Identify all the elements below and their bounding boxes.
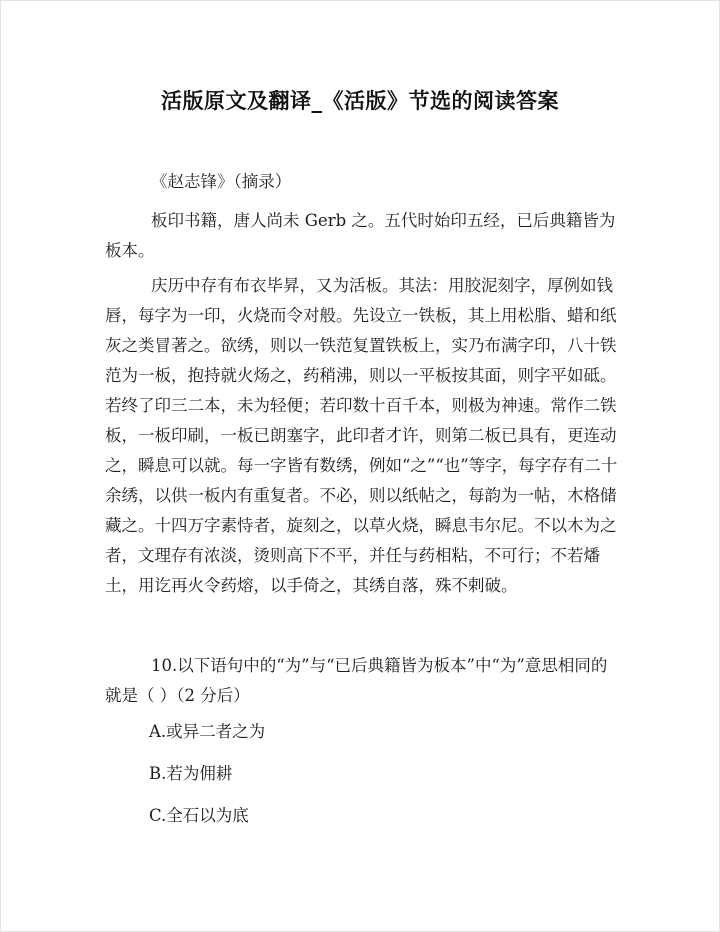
option-c: C.全石以为底	[149, 806, 249, 825]
paragraph-intro: 板印书籍，唐人尚未 Gerb 之。五代时始印五经，已后典籍皆为板本。	[105, 211, 616, 260]
paragraph-main: 庆历中存有布衣毕昇，又为活板。其法：用胶泥刻字，厚例如钱唇，每字为一印，火烧而令对般。先设立一铁板，其上用松脂、蜡和纸灰之类冒著之。欲绣，则以一铁范复置铁板上，实乃布满字印，八十铁范为一板，抱持就火炀之，药稍沸，则以一平板按其面，则字平如砥。若终了印三二本，未为轻便；若印数十百千本，则极为神速。常作二铁板，一板印刷，一板已朗塞字，此印者才许，则第二板已具有，更连动之，瞬息可以就。每一字皆有数绣，例如“之”“也”等字，每字存有二十余绣，以供一板内有重复者。不必，则以纸帖之，每韵为一帖，木格储藏之。十四万字素恃者，旋刻之，以草火烧，瞬息韦尔尼。不以木为之者，文理存有浓淡，烫则高下不平，并任与药相粘，不可行；不若燔土，用讫再火令药熔，以手倚之，其绣自落，殊不剌破。	[105, 276, 618, 595]
page-title: 活版原文及翻译_《活版》节选的阅读答案	[161, 89, 559, 113]
option-a: A.或异二者之为	[149, 722, 266, 741]
option-b: B.若为佣耕	[149, 764, 233, 783]
question-text: 10.以下语句中的“为”与“已后典籍皆为板本”中“为”意思相同的就是（ ）（2 分后）	[105, 656, 608, 705]
source-citation: 《赵志锋》（摘录）	[151, 172, 292, 191]
